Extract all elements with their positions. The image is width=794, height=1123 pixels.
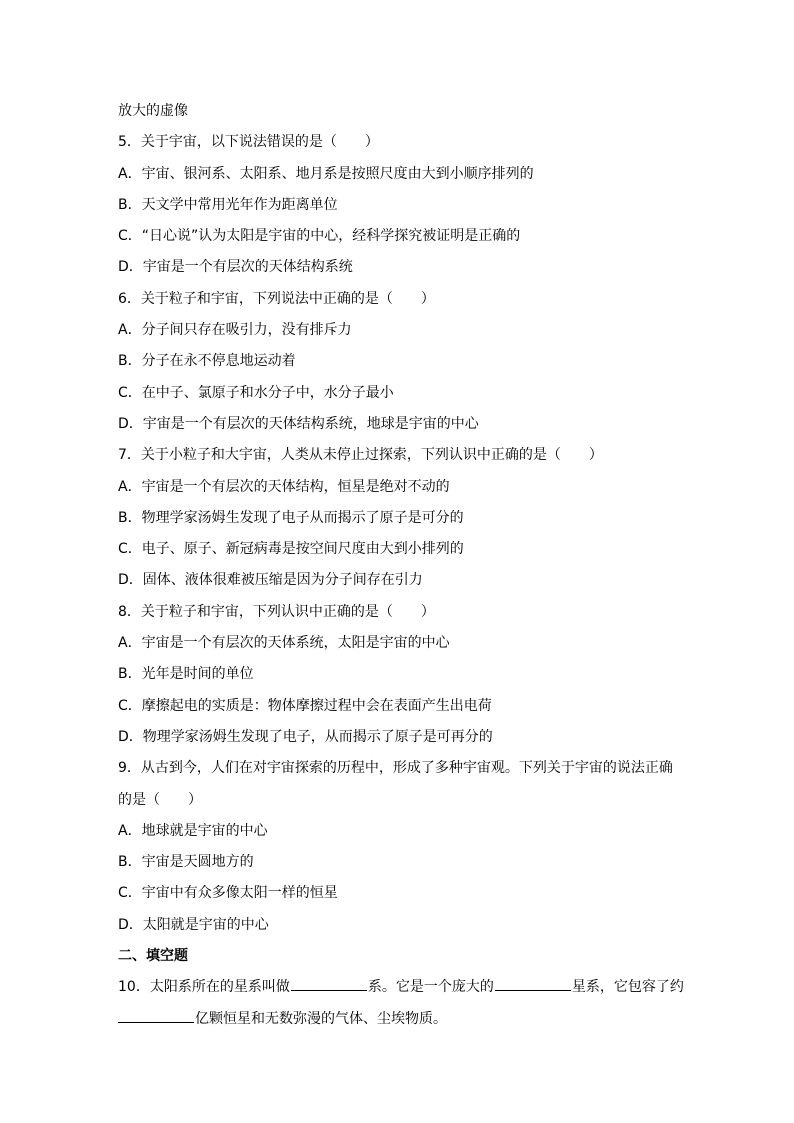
fill-line-2 [118, 1004, 688, 1035]
option-a: A．地球就是宇宙的中心 [118, 822, 268, 839]
option-d: D．物理学家汤姆生发现了电子，从而揭示了原子是可再分的 [118, 728, 493, 745]
answer-blank-1[interactable] [291, 976, 367, 991]
document-page [118, 96, 688, 1035]
question-9 [118, 753, 688, 941]
fill-text-2: 系。它是一个庞大的 [367, 979, 494, 996]
question-stem: 7．关于小粒子和大宇宙，人类从未停止过探索，下列认识中正确的是（ ） [118, 447, 603, 464]
fill-text-3: 星系，它包容了约 [571, 979, 684, 996]
option-b: B．光年是时间的单位 [118, 666, 254, 683]
option-b: B．物理学家汤姆生发现了电子从而揭示了原子是可分的 [118, 509, 464, 526]
option-c: C．电子、原子、新冠病毒是按空间尺度由大到小排列的 [118, 541, 464, 558]
option-b: B．分子在永不停息地运动着 [118, 353, 296, 370]
question-6 [118, 284, 688, 440]
option-a: A．分子间只存在吸引力，没有排斥力 [118, 322, 352, 339]
question-8 [118, 597, 688, 753]
option-c: C．“日心说”认为太阳是宇宙的中心，经科学探究被证明是正确的 [118, 228, 521, 245]
option-a: A．宇宙是一个有层次的天体结构，恒星是绝对不动的 [118, 478, 450, 495]
answer-blank-3[interactable] [118, 1008, 194, 1023]
question-stem: 9．从古到今，人们在对宇宙探索的历程中，形成了多种宇宙观。下列关于宇宙的说法正确 [118, 760, 673, 777]
option-c: C．在中子、氯原子和水分子中，水分子最小 [118, 384, 394, 401]
question-stem-continued: 的是（ ） [118, 791, 202, 808]
fill-text-4: 亿颗恒星和无数弥漫的气体、尘埃物质。 [195, 1010, 447, 1027]
option-d: D．固体、液体很难被压缩是因为分子间存在引力 [118, 572, 423, 589]
question-stem: 5．关于宇宙，以下说法错误的是（ ） [118, 134, 379, 151]
option-d: D．太阳就是宇宙的中心 [118, 916, 269, 933]
fill-text-1: 10．太阳系所在的星系叫做 [118, 979, 290, 996]
option-a: A．宇宙是一个有层次的天体系统，太阳是宇宙的中心 [118, 635, 450, 652]
option-d: D．宇宙是一个有层次的天体结构系统，地球是宇宙的中心 [118, 415, 479, 432]
section-heading: 二、填空题 [118, 948, 188, 965]
option-d: D．宇宙是一个有层次的天体结构系统 [118, 259, 353, 276]
option-b: B．天文学中常用光年作为距离单位 [118, 196, 338, 213]
option-a: A．宇宙、银河系、太阳系、地月系是按照尺度由大到小顺序排列的 [118, 165, 534, 182]
intro-line: 放大的虚像 [118, 103, 188, 119]
question-7 [118, 440, 688, 596]
question-10 [118, 972, 688, 1035]
option-b: B．宇宙是天圆地方的 [118, 854, 254, 871]
question-stem: 8．关于粒子和宇宙，下列认识中正确的是（ ） [118, 603, 435, 620]
fill-line-1 [118, 972, 688, 1003]
question-stem: 6．关于粒子和宇宙，下列说法中正确的是（ ） [118, 290, 435, 307]
option-c: C．宇宙中有众多像太阳一样的恒星 [118, 885, 338, 902]
answer-blank-2[interactable] [495, 976, 571, 991]
question-5 [118, 127, 688, 283]
option-c: C．摩擦起电的实质是：物体摩擦过程中会在表面产生出电荷 [118, 697, 492, 714]
